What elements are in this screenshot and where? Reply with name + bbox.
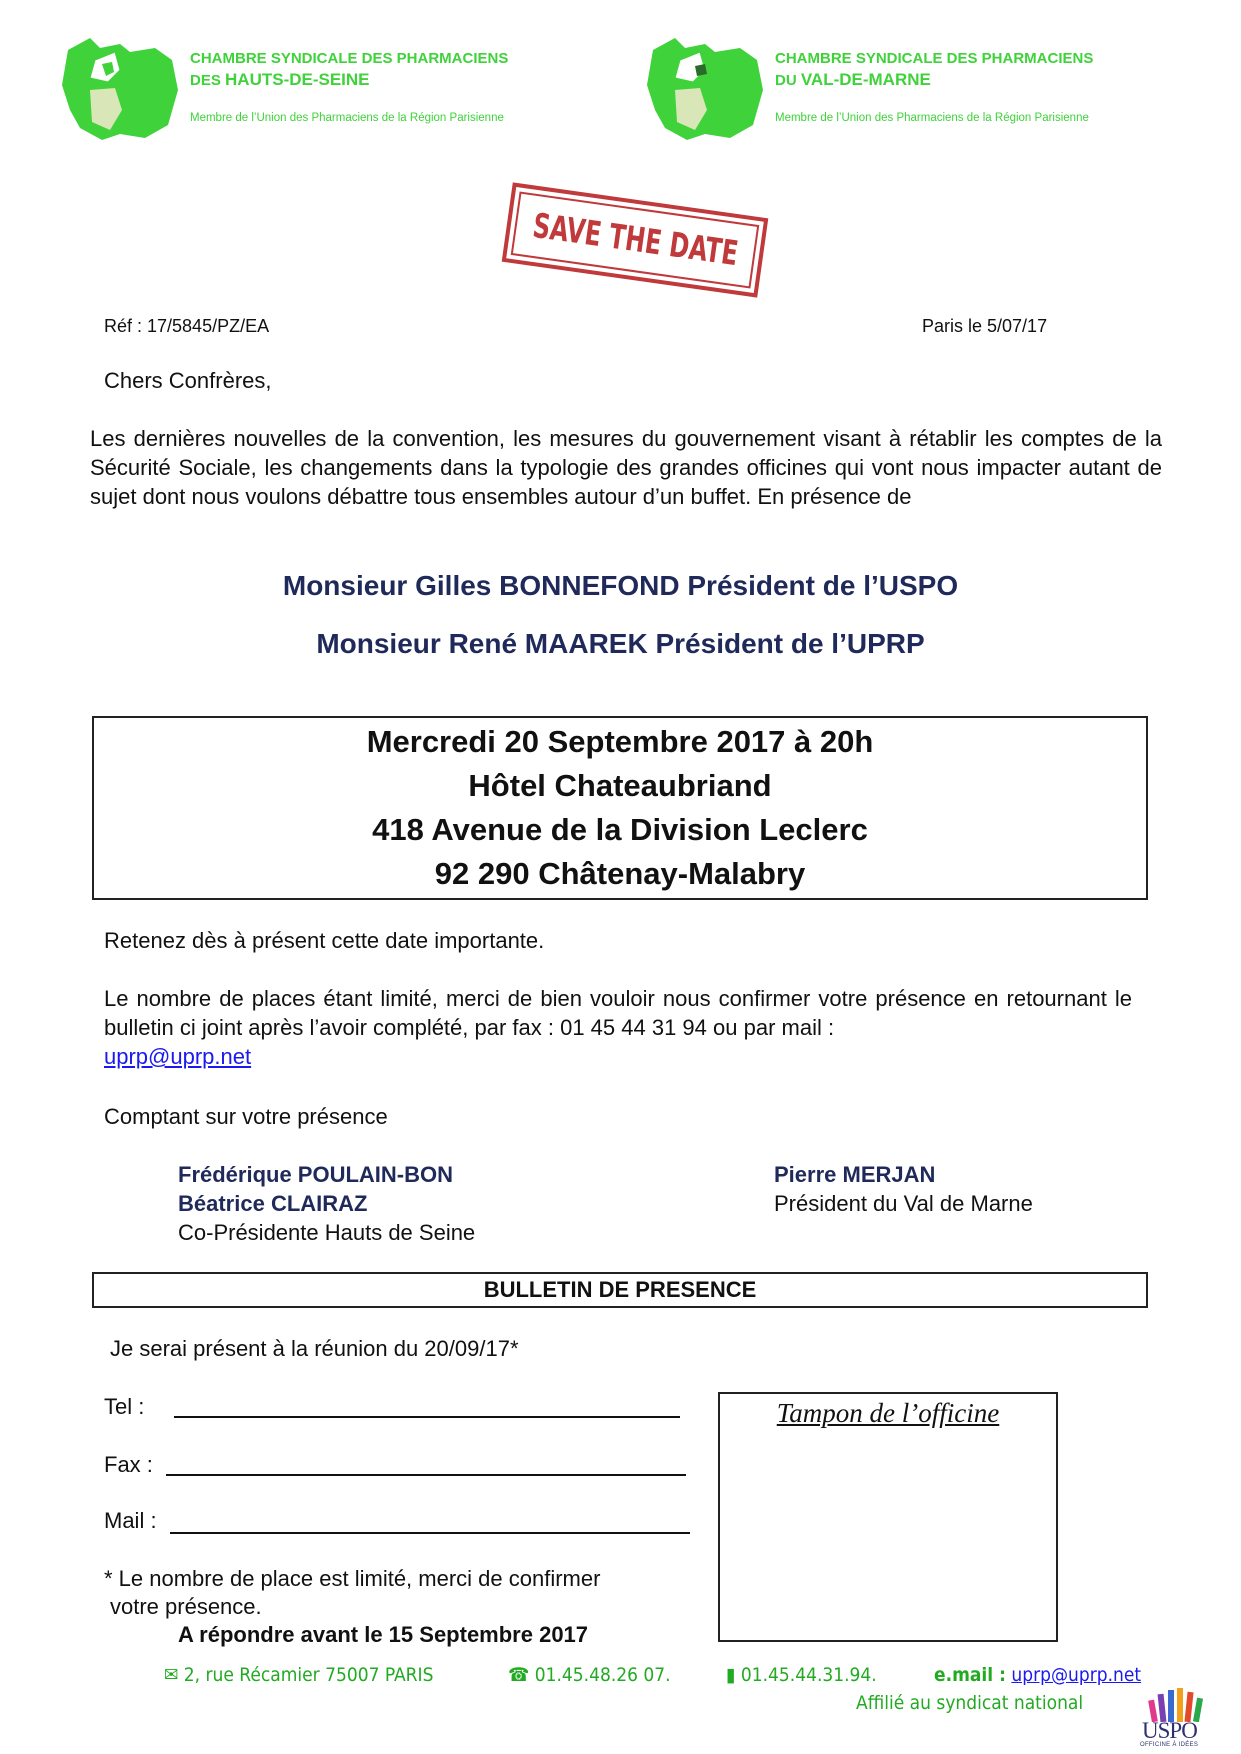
event-street: 418 Avenue de la Division Leclerc	[372, 812, 868, 847]
header-logo-val-de-marne	[645, 30, 1205, 150]
event-venue: Hôtel Chateaubriand	[468, 768, 772, 803]
uspo-wordmark: USPO	[1142, 1718, 1197, 1743]
footer-fax-text: 01.45.44.31.94.	[740, 1664, 877, 1686]
save-the-date-stamp	[502, 182, 769, 297]
footer-address-text: 2, rue Récamier 75007 PARIS	[183, 1664, 434, 1686]
org-line1: CHAMBRE SYNDICALE DES PHARMACIENS	[775, 50, 1094, 67]
email-link[interactable]: uprp@uprp.net	[104, 1044, 252, 1069]
mail-label: Mail :	[104, 1508, 157, 1533]
footer-affiliation: Affilié au syndicat national	[856, 1692, 1084, 1714]
tel-field[interactable]	[174, 1416, 680, 1418]
stamp-text: SAVE THE DATE	[529, 205, 741, 275]
uspo-tagline: OFFICINE À IDÉES	[1140, 1742, 1199, 1748]
footer-email	[934, 1664, 1141, 1686]
event-city: 92 290 Châtenay-Malabry	[434, 856, 806, 891]
uspo-logo	[1140, 1684, 1220, 1754]
tampon-label: Tampon de l’officine	[776, 1398, 1000, 1428]
org-member-right: Membre de l’Union des Pharmaciens de la Région Parisienne	[775, 112, 1089, 124]
closing-text: Comptant sur votre présence	[104, 1104, 388, 1129]
reply-deadline: A répondre avant le 15 Septembre 2017	[178, 1622, 589, 1647]
header-logo-hauts-de-seine	[60, 30, 620, 150]
map-icon	[645, 30, 775, 145]
intro-paragraph: Les dernières nouvelles de la convention, les mesures du gouvernement visant à rétablir les comptes de la Sécurité Sociale, les changements dans la typologie des grandes officines qui vont nous impacter autant de sujet dont nous voulons débattre tous ensembles autour d’un buffet. En présence de	[90, 426, 1162, 509]
guest-2: Monsieur René MAAREK Président de l’UPRP	[316, 628, 925, 659]
confirm-paragraph: Le nombre de places étant limité, merci de bien vouloir nous confirmer votre présence en retournant le bulletin ci joint après l’avoir complété, par fax : 01 45 44 31 94 ou par mail :	[104, 986, 1132, 1040]
pharmacy-stamp-box	[718, 1392, 1058, 1642]
tel-label: Tel :	[104, 1394, 145, 1419]
note-line-2: votre présence.	[110, 1594, 262, 1619]
footer-email-label: e.mail :	[934, 1664, 1006, 1686]
org-name-right	[775, 48, 1093, 91]
bulletin-title: BULLETIN DE PRESENCE	[92, 1272, 1148, 1308]
map-icon	[60, 30, 190, 145]
org-line2-prefix: DU	[775, 72, 801, 89]
reference: Réf : 17/5845/PZ/EA	[104, 316, 270, 336]
signature-left	[178, 1160, 475, 1247]
org-member-left: Membre de l’Union des Pharmaciens de la Région Parisienne	[190, 112, 504, 124]
event-details-box	[92, 716, 1148, 900]
guest-1: Monsieur Gilles BONNEFOND Président de l’USPO	[282, 570, 959, 601]
signatory-name-right: Pierre MERJAN	[774, 1162, 936, 1187]
signatory-role-right: Président du Val de Marne	[774, 1191, 1033, 1216]
footer-fax	[726, 1664, 877, 1686]
footer-phone	[508, 1664, 671, 1686]
org-line1: CHAMBRE SYNDICALE DES PHARMACIENS	[190, 50, 509, 67]
phone-icon: ☎	[508, 1664, 530, 1686]
footer-address	[164, 1664, 433, 1686]
fax-field[interactable]	[166, 1474, 686, 1476]
footer-email-link[interactable]: uprp@uprp.net	[1011, 1664, 1142, 1686]
greeting: Chers Confrères,	[104, 368, 272, 393]
footer-phone-text: 01.45.48.26 07.	[534, 1664, 671, 1686]
org-line2-prefix: DES	[190, 72, 226, 89]
retain-text: Retenez dès à présent cette date importante.	[104, 928, 545, 953]
signatory-name-1: Frédérique POULAIN-BON	[178, 1162, 454, 1187]
note-line-1: * Le nombre de place est limité, merci de confirmer	[104, 1566, 601, 1591]
letter-date: Paris le 5/07/17	[922, 316, 1048, 336]
event-date: Mercredi 20 Septembre 2017 à 20h	[366, 724, 874, 759]
envelope-icon: ✉	[164, 1664, 179, 1686]
signatory-name-2: Béatrice CLAIRAZ	[178, 1191, 368, 1216]
signature-right	[774, 1160, 1033, 1218]
fax-label: Fax :	[104, 1452, 153, 1477]
attendance-statement: Je serai présent à la réunion du 20/09/17*	[110, 1336, 519, 1361]
org-line2-name: HAUTS-DE-SEINE	[225, 70, 370, 89]
org-line2-name: VAL-DE-MARNE	[800, 70, 931, 89]
signatory-role-left: Co-Présidente Hauts de Seine	[178, 1220, 476, 1245]
org-name-left	[190, 48, 508, 91]
mail-field[interactable]	[170, 1532, 690, 1534]
uspo-bars-icon	[1148, 1684, 1210, 1722]
fax-icon: ▮	[726, 1664, 736, 1686]
